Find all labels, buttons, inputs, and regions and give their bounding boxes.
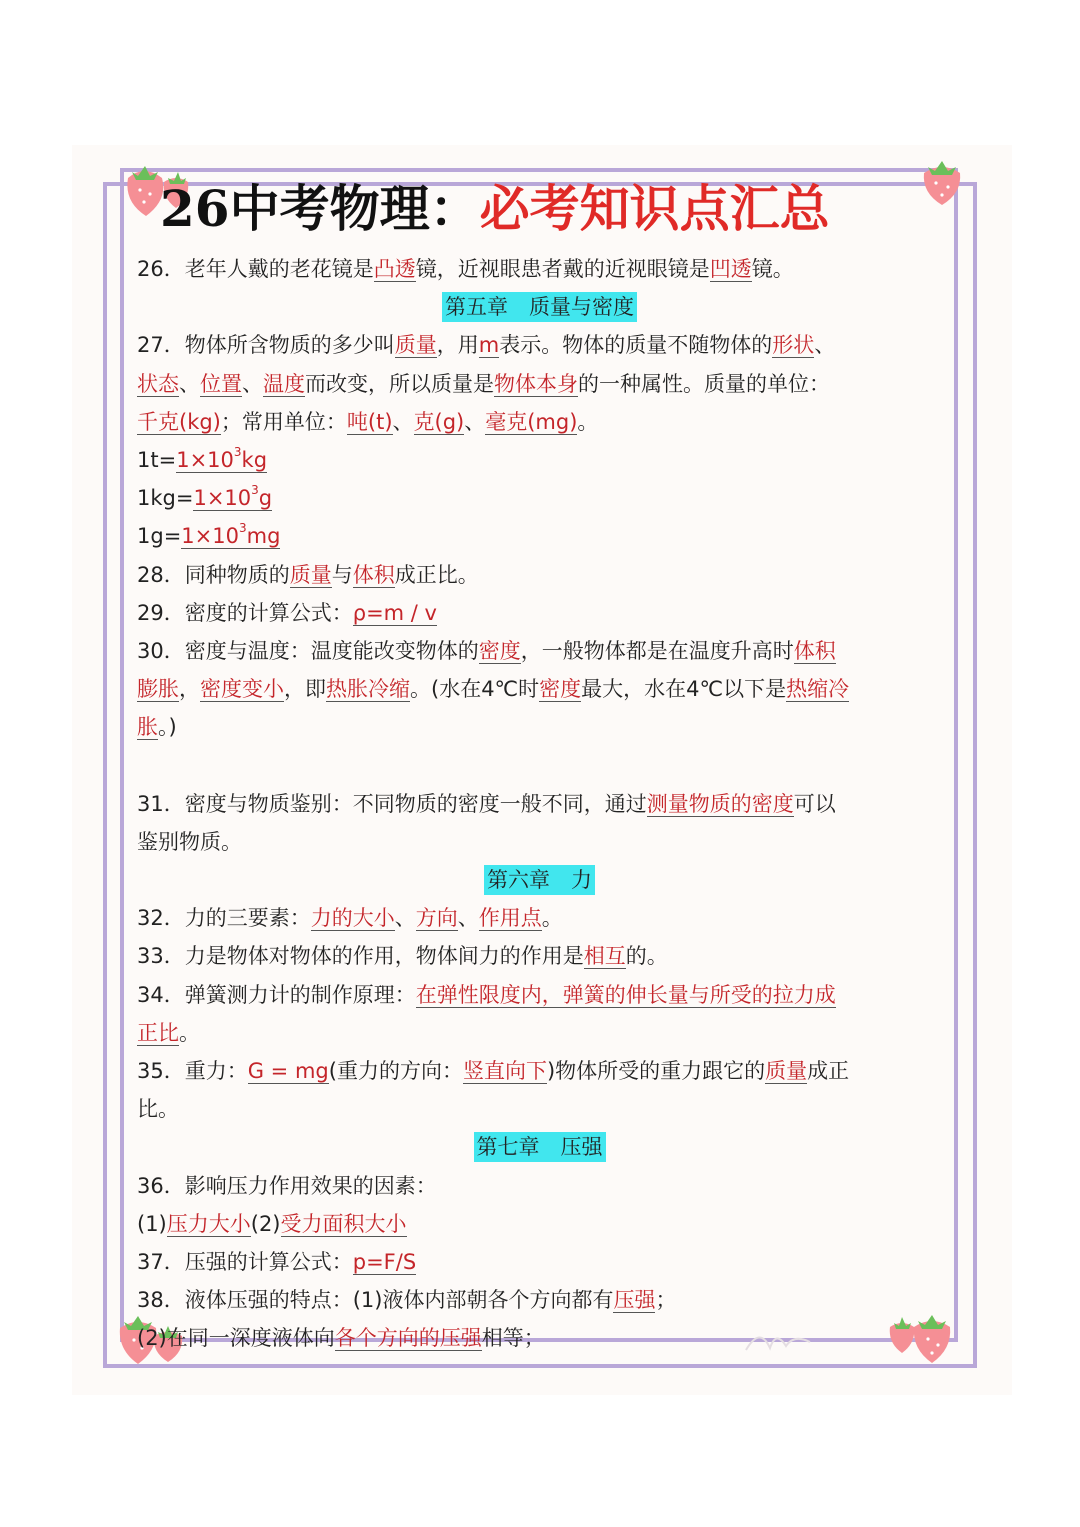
text: 。 <box>541 906 563 931</box>
chapter-label: 第六章 力 <box>484 865 595 895</box>
answer: ρ=m / v <box>352 600 437 625</box>
chapter-label: 第五章 质量与密度 <box>442 292 637 322</box>
item-36-answers <box>137 1205 942 1243</box>
text: 1t= <box>137 448 177 473</box>
text: 31．密度与物质鉴别：不同物质的密度一般不同，通过 <box>137 791 647 816</box>
answer: 胀 <box>137 715 158 740</box>
answer: 压力大小 <box>166 1211 251 1236</box>
text: 29．密度的计算公式： <box>137 600 353 625</box>
title-part-1: 26中考物理： <box>160 179 480 238</box>
text: 30．密度与温度：温度能改变物体的 <box>137 639 479 664</box>
answer: 克(g) <box>413 409 465 434</box>
answer-base: 1×10 <box>193 486 252 511</box>
text: 27．物体所含物质的多少叫 <box>137 333 395 358</box>
answer: 膨胀 <box>137 677 179 702</box>
item-30-line-3 <box>137 708 942 746</box>
text: ，用 <box>436 333 479 358</box>
chapter-label: 第七章 压强 <box>474 1132 606 1162</box>
answer: 状态 <box>137 371 179 396</box>
item-31-line-2 <box>137 823 942 861</box>
answer: 压强 <box>613 1288 656 1313</box>
text: 成正比。 <box>394 562 479 587</box>
answer: 作用点 <box>478 906 542 931</box>
text: 、 <box>814 333 836 358</box>
page-title <box>160 178 830 240</box>
answer: 相互 <box>583 944 626 969</box>
text: (2) <box>250 1211 281 1236</box>
answer-unit: g <box>258 486 273 511</box>
answer: 受力面积大小 <box>280 1211 407 1236</box>
text: 、 <box>394 906 416 931</box>
answer-unit: kg <box>241 448 268 473</box>
text: 。 <box>179 1020 200 1045</box>
item-29 <box>137 594 942 632</box>
text: 。) <box>158 715 177 740</box>
text: 、 <box>392 409 414 434</box>
strawberry-icon <box>918 155 968 207</box>
item-27-line-3 <box>137 403 942 441</box>
item-26 <box>137 250 942 288</box>
answer: 体积 <box>352 562 395 587</box>
text: 表示。物体的质量不随物体的 <box>499 333 773 358</box>
conversion-kilogram <box>137 479 942 517</box>
answer: 毫克(mg) <box>485 409 578 434</box>
conversion-gram <box>137 517 942 555</box>
chapter-6-heading <box>137 861 942 899</box>
answer: 力的大小 <box>310 906 395 931</box>
answer-base: 1×10 <box>176 448 234 473</box>
answer: 热缩冷 <box>786 677 850 702</box>
answer: 密度 <box>478 639 521 664</box>
text: 1kg= <box>137 486 194 511</box>
text: 与 <box>331 562 353 587</box>
answer: 方向 <box>415 906 458 931</box>
text: 鉴别物质。 <box>137 829 242 854</box>
text: (1) <box>137 1211 167 1236</box>
text: 28．同种物质的 <box>137 562 290 587</box>
text: 35．重力： <box>137 1059 248 1084</box>
text: 、 <box>464 409 486 434</box>
answer <box>181 521 281 549</box>
text: 最大，水在4℃以下是 <box>581 677 787 702</box>
answer: 质量 <box>394 333 437 358</box>
exponent: 3 <box>233 445 242 460</box>
text: 。(水在4℃时 <box>410 677 540 702</box>
text: 。 <box>577 409 599 434</box>
item-34-line-2 <box>137 1014 942 1052</box>
answer: 质量 <box>289 562 332 587</box>
text: 镜，近视眼患者戴的近视眼镜是 <box>415 257 710 281</box>
answer <box>193 483 273 511</box>
text: 相等； <box>481 1326 545 1351</box>
text: ，即 <box>284 677 326 702</box>
item-27-line-2 <box>137 365 942 403</box>
text: 成正 <box>807 1059 850 1084</box>
exponent: 3 <box>251 483 259 498</box>
text: 、 <box>242 371 263 396</box>
item-30-line-2 <box>137 670 942 708</box>
text: 38．液体压强的特点：(1)液体内部朝各个方向都有 <box>137 1288 614 1313</box>
item-35-line-1 <box>137 1052 942 1090</box>
text: 可以 <box>793 791 836 816</box>
text: (2)在同一深度液体向 <box>137 1326 335 1351</box>
text: 34．弹簧测力计的制作原理： <box>137 982 416 1007</box>
chapter-7-heading <box>137 1128 942 1166</box>
text: 的一种属性。质量的单位： <box>578 371 830 396</box>
answer: 物体本身 <box>494 371 578 396</box>
item-30-line-1 <box>137 632 942 670</box>
answer: 密度变小 <box>200 677 284 702</box>
answer: 热胀冷缩 <box>326 677 410 702</box>
text: (重力的方向： <box>328 1059 463 1084</box>
text: 而改变，所以质量是 <box>305 371 494 396</box>
chapter-5-heading <box>137 288 942 326</box>
text: 的。 <box>625 944 668 969</box>
item-28 <box>137 556 942 594</box>
answer-unit: mg <box>246 524 281 549</box>
text: 镜。 <box>751 257 794 281</box>
text: 1g= <box>137 524 182 549</box>
text: 33．力是物体对物体的作用，物体间力的作用是 <box>137 944 584 969</box>
text: ；常用单位： <box>220 409 347 434</box>
answer: G = mg <box>247 1059 329 1084</box>
text: 32．力的三要素： <box>137 906 311 931</box>
answer: 测量物质的密度 <box>646 791 794 816</box>
answer: 密度 <box>539 677 582 702</box>
answer: 吨(t) <box>346 409 393 434</box>
text: 37．压强的计算公式： <box>137 1250 353 1275</box>
spacer <box>137 747 942 785</box>
conversion-ton <box>137 441 942 479</box>
text: 36．影响压力作用效果的因素： <box>137 1173 437 1198</box>
text: 、 <box>179 371 200 396</box>
knowledge-list <box>137 250 942 1358</box>
text: 、 <box>457 906 479 931</box>
answer: 正比 <box>137 1020 179 1045</box>
text: ； <box>655 1288 677 1313</box>
answer: 形状 <box>772 333 815 358</box>
item-34-line-1 <box>137 976 942 1014</box>
answer: 竖直向下 <box>462 1059 547 1084</box>
item-38-line-1 <box>137 1281 942 1319</box>
answer: 质量 <box>765 1059 808 1084</box>
answer: 在弹性限度内，弹簧的伸长量与所受的拉力成 <box>415 982 836 1007</box>
title-part-2: 必考知识点汇总 <box>479 179 830 238</box>
answer: 位置 <box>200 371 242 396</box>
answer: 凸透 <box>373 257 416 281</box>
text: 26．老年人戴的老花镜是 <box>137 257 374 281</box>
item-32 <box>137 899 942 937</box>
text: 比。 <box>137 1097 179 1122</box>
answer-base: 1×10 <box>181 524 239 549</box>
answer: 千克(kg) <box>137 409 221 434</box>
item-27-line-1 <box>137 326 942 364</box>
item-37 <box>137 1243 942 1281</box>
text: )物体所受的重力跟它的 <box>546 1059 766 1084</box>
item-31-line-1 <box>137 785 942 823</box>
text: ，一般物体都是在温度升高时 <box>520 639 794 664</box>
answer: 温度 <box>263 371 305 396</box>
answer: 各个方向的压强 <box>334 1326 482 1351</box>
answer: m <box>478 333 500 358</box>
text: ， <box>179 677 200 702</box>
item-33 <box>137 937 942 975</box>
item-36 <box>137 1167 942 1205</box>
item-35-line-2 <box>137 1090 942 1128</box>
answer: 体积 <box>793 639 836 664</box>
answer: p=F/S <box>352 1250 417 1275</box>
answer <box>176 445 268 473</box>
exponent: 3 <box>238 521 247 536</box>
item-38-line-2 <box>137 1319 942 1357</box>
answer: 凹透 <box>709 257 752 281</box>
